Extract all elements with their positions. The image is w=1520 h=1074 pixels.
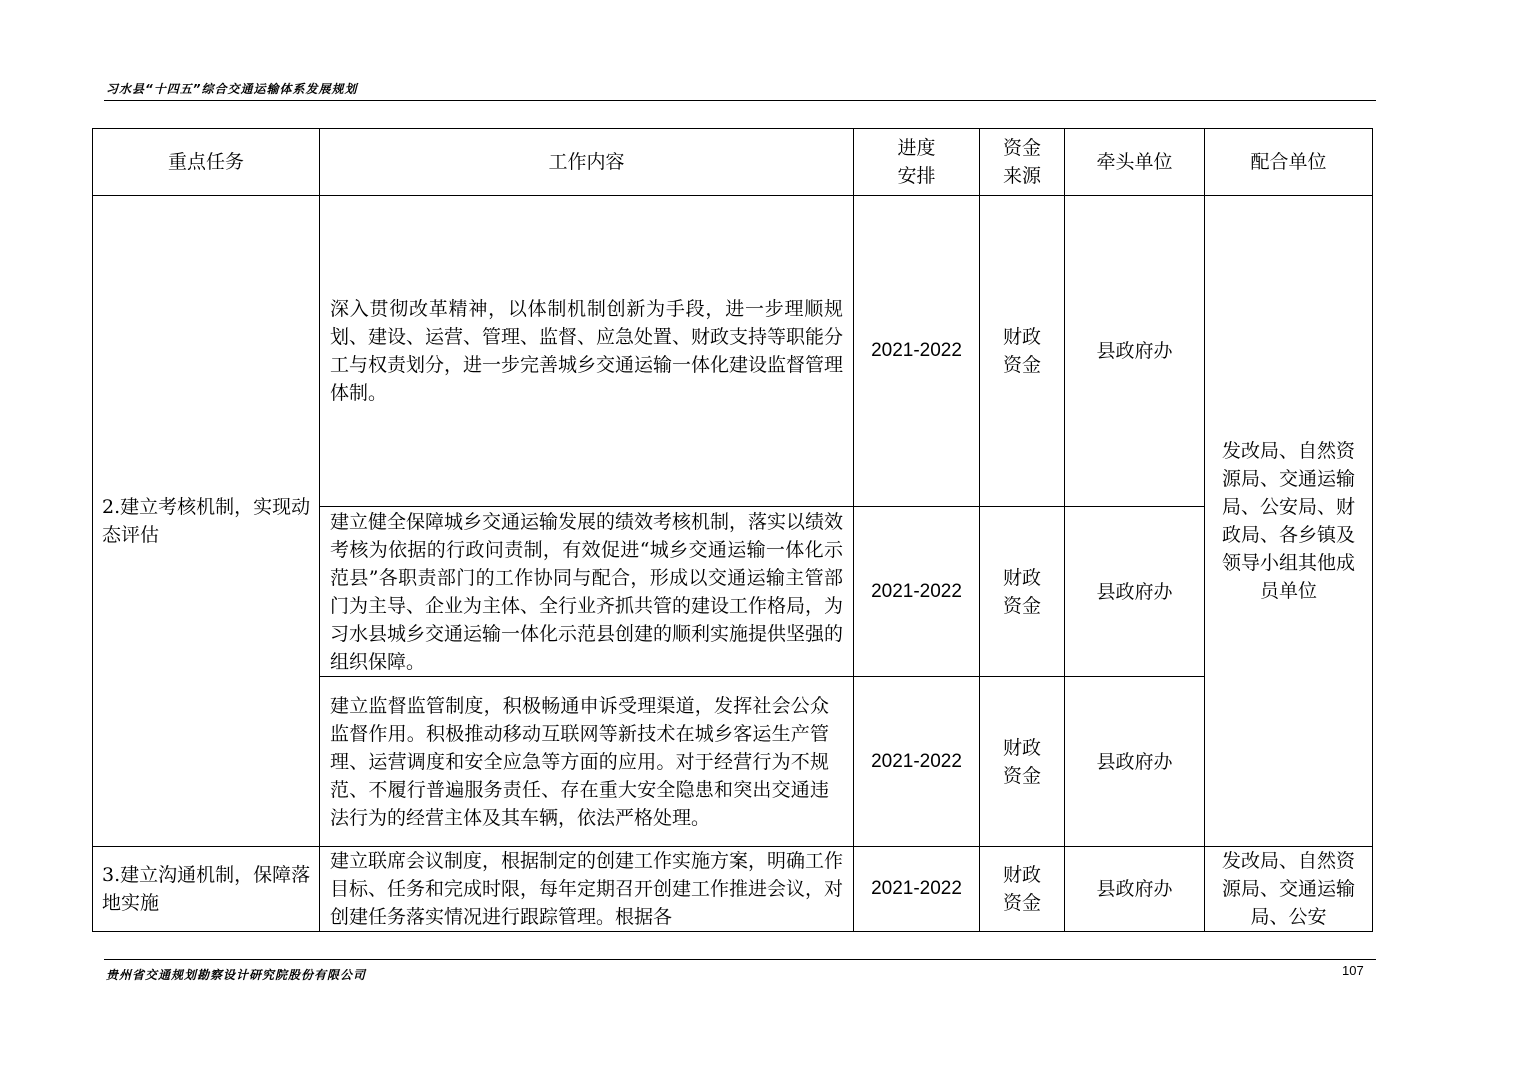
table-row [93,847,1373,932]
header-rule [104,100,1376,101]
lead-cell: 县政府办 [1065,196,1205,507]
schedule-cell: 2021-2022 [854,196,980,507]
header-fund: 资金 来源 [980,129,1065,196]
header-lead: 牵头单位 [1065,129,1205,196]
fund-cell: 财政资金 [980,847,1065,932]
header-coop: 配合单位 [1205,129,1373,196]
fund-cell: 财政资金 [980,677,1065,847]
content-cell: 深入贯彻改革精神，以体制机制创新为手段，进一步理顺规划、建设、运营、管理、监督、应急处置、财政支持等职能分工与权责划分，进一步完善城乡交通运输一体化建设监督管理体制。 [320,196,854,507]
footer-rule [104,959,1376,960]
header-schedule: 进度 安排 [854,129,980,196]
footer-company: 贵州省交通规划勘察设计研究院股份有限公司 [106,968,367,982]
content-cell: 建立联席会议制度，根据制定的创建工作实施方案，明确工作目标、任务和完成时限，每年定期召开创建工作推进会议，对创建任务落实情况进行跟踪管理。根据各 [320,847,854,932]
content-cell: 建立监督监管制度，积极畅通申诉受理渠道，发挥社会公众监督作用。积极推动移动互联网等新技术在城乡客运生产管理、运营调度和安全应急等方面的应用。对于经营行为不规范、不履行普遍服务责任、存在重大安全隐患和突出交通违法行为的经营主体及其车辆，依法严格处理。 [320,677,854,847]
schedule-cell: 2021-2022 [854,507,980,677]
lead-cell: 县政府办 [1065,677,1205,847]
coop-cell: 发改局、自然资源局、交通运输局、公安 [1205,847,1373,932]
coop-cell: 发改局、自然资源局、交通运输局、公安局、财政局、各乡镇及领导小组其他成员单位 [1205,196,1373,847]
schedule-cell: 2021-2022 [854,677,980,847]
table-row [93,196,1373,507]
fund-cell: 财政资金 [980,196,1065,507]
tasks-table [92,128,1373,932]
table-header-row [93,129,1373,196]
task-cell: 2.建立考核机制，实现动态评估 [93,196,320,847]
header-content: 工作内容 [320,129,854,196]
header-task: 重点任务 [93,129,320,196]
header-title: 习水县“十四五”综合交通运输体系发展规划 [106,82,358,96]
task-cell: 3.建立沟通机制，保障落地实施 [93,847,320,932]
content-cell: 建立健全保障城乡交通运输发展的绩效考核机制，落实以绩效考核为依据的行政问责制，有效促进“城乡交通运输一体化示范县”各职责部门的工作协同与配合，形成以交通运输主管部门为主导、企业为主体、全行业齐抓共管的建设工作格局，为习水县城乡交通运输一体化示范县创建的顺利实施提供坚强的组织保障。 [320,507,854,677]
page-number: 107 [1342,963,1364,978]
schedule-cell: 2021-2022 [854,847,980,932]
lead-cell: 县政府办 [1065,507,1205,677]
lead-cell: 县政府办 [1065,847,1205,932]
fund-cell: 财政资金 [980,507,1065,677]
